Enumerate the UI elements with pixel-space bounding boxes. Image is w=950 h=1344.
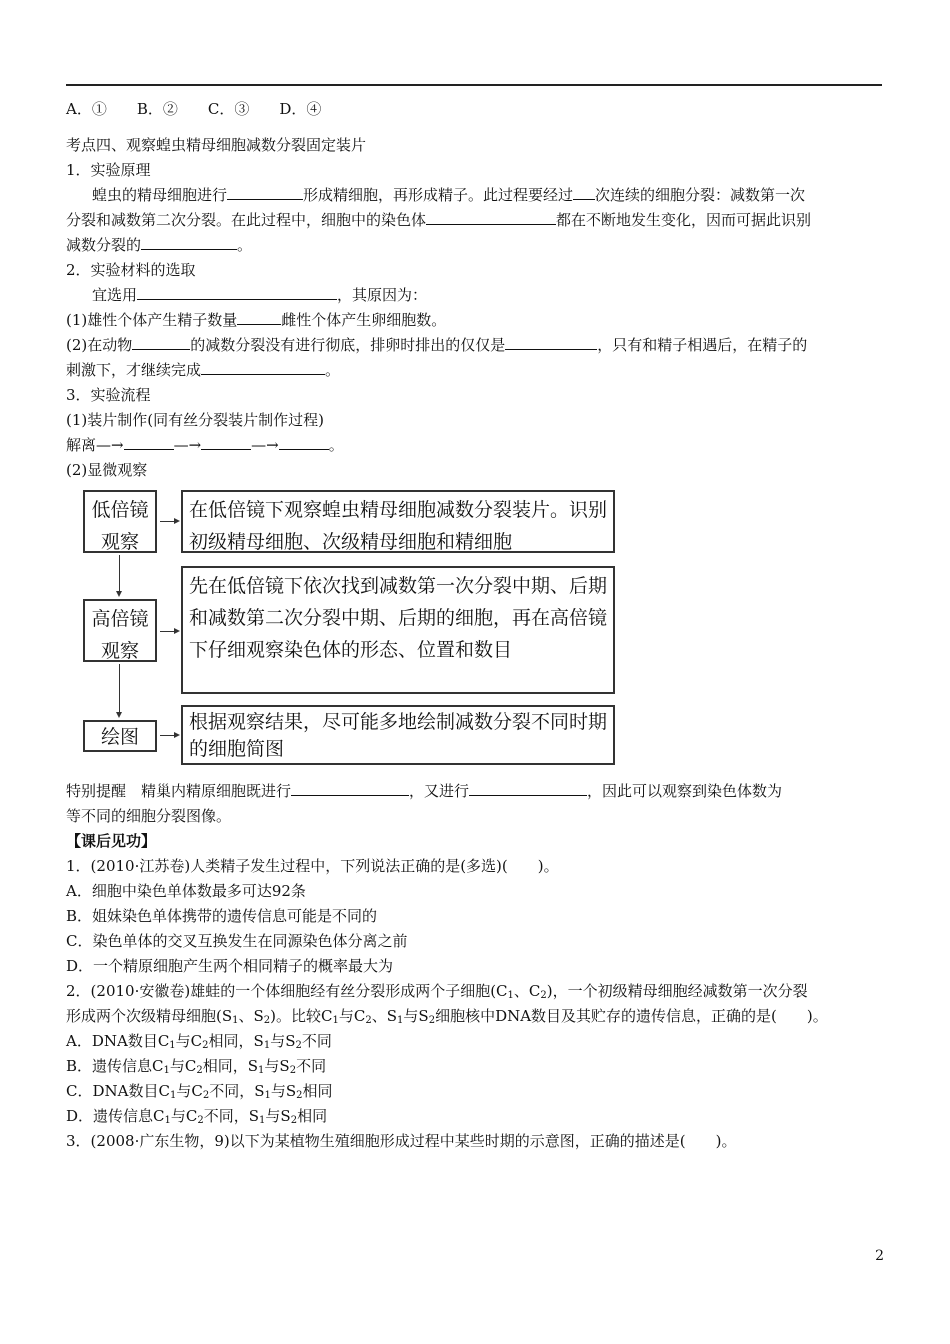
question-2-line-1: 2．(2010·安徽卷)雄蛙的一个体细胞经有丝分裂形成两个子细胞($C_1$、$C_2$)，一个初级精母细胞经减数第一次分裂 (66, 982, 808, 1001)
answer-blank[interactable] (573, 184, 595, 200)
arrow-down (119, 664, 120, 716)
page-number: 2 (875, 1248, 884, 1264)
microscope-heading: (2)显微观察 (66, 461, 148, 479)
answer-blank[interactable] (279, 434, 329, 450)
principle-heading: 1．实验原理 (66, 161, 151, 179)
question-2-line-2: 形成两个次级精母细胞($S_1$、$S_2$)。比较$C_1$与$C_2$、$S_1$与$S_2$细胞核中DNA数目及其贮存的遗传信息，正确的是( )。 (66, 1007, 828, 1026)
material-heading: 2．实验材料的选取 (66, 261, 196, 279)
header-rule (66, 84, 882, 86)
low-power-box: 低倍镜观察 (83, 490, 157, 553)
q1-option-a: A．细胞中染色单体数最多可达92条 (66, 882, 306, 900)
q2-option-a: A．DNA数目$C_1$与$C_2$相同，$S_1$与$S_2$不同 (66, 1032, 332, 1051)
question-3: 3．(2008·广东生物，9)以下为某植物生殖细胞形成过程中某些时期的示意图，正确的描述是( )。 (66, 1132, 737, 1150)
draw-box: 绘图 (83, 720, 157, 752)
principle-line-3: 减数分裂的 。 (66, 236, 253, 254)
arrow-right (160, 631, 178, 632)
choice-row (66, 98, 882, 120)
q2-option-c: C．DNA数目$C_1$与$C_2$不同，$S_1$与$S_2$相同 (66, 1082, 333, 1101)
arrow-right (160, 521, 178, 522)
answer-blank[interactable] (137, 284, 337, 300)
arrow-down (119, 555, 120, 595)
question-1: 1．(2010·江苏卷)人类精子发生过程中，下列说法正确的是(多选)( )。 (66, 857, 559, 875)
homework-title: 【课后见功】 (66, 832, 157, 850)
answer-blank[interactable] (227, 184, 303, 200)
choice-a: A．① (66, 100, 107, 118)
arrow-right (160, 735, 178, 736)
answer-blank[interactable] (201, 434, 251, 450)
q2-option-b: B．遗传信息$C_1$与$C_2$相同，$S_1$与$S_2$不同 (66, 1057, 327, 1076)
material-line-2: (1)雄性个体产生精子数量 雌性个体产生卵细胞数。 (66, 311, 447, 329)
high-power-box: 高倍镜观察 (83, 599, 157, 662)
material-line-1: 宜选用 ，其原因为： (92, 286, 428, 304)
section-title: 考点四、观察蝗虫精母细胞减数分裂固定装片 (66, 136, 367, 154)
answer-blank[interactable] (201, 359, 325, 375)
slide-steps: 解离—→ —→ —→ 。 (66, 436, 344, 454)
tip-line-1: 特别提醒 精巢内精原细胞既进行 ，又进行 ，因此可以观察到染色体数为 (66, 782, 783, 800)
principle-line-1: 蝗虫的精母细胞进行 形成精细胞，再形成精子。此过程要经过 次连续的细胞分裂：减数第一次 (92, 186, 806, 204)
q1-option-b: B．姐妹染色单体携带的遗传信息可能是不同的 (66, 907, 378, 925)
procedure-heading: 3．实验流程 (66, 386, 151, 404)
q1-option-d: D．一个精原细胞产生两个相同精子的概率最大为 (66, 957, 394, 975)
draw-text: 根据观察结果，尽可能多地绘制减数分裂不同时期的细胞简图 (181, 705, 615, 765)
answer-blank[interactable] (141, 234, 237, 250)
answer-blank[interactable] (237, 309, 281, 325)
low-power-text: 在低倍镜下观察蝗虫精母细胞减数分裂装片。识别初级精母细胞、次级精母细胞和精细胞 (181, 490, 615, 553)
principle-line-2: 分裂和减数第二次分裂。在此过程中，细胞中的染色体 都在不断地发生变化，因而可据此识别 (66, 211, 812, 229)
slide-making: (1)装片制作(同有丝分裂装片制作过程) (66, 411, 324, 429)
tip-line-2: 等不同的细胞分裂图像。 (66, 807, 232, 825)
q2-option-d: D．遗传信息$C_1$与$C_2$不同，$S_1$与$S_2$相同 (66, 1107, 328, 1126)
answer-blank[interactable] (505, 334, 597, 350)
answer-blank[interactable] (124, 434, 174, 450)
choice-d: D．④ (279, 100, 322, 118)
high-power-text: 先在低倍镜下依次找到减数第一次分裂中期、后期和减数第二次分裂中期、后期的细胞，再在高倍镜下仔细观察染色体的形态、位置和数目 (181, 566, 615, 694)
q1-option-c: C．染色单体的交叉互换发生在同源染色体分离之前 (66, 932, 408, 950)
answer-blank[interactable] (426, 209, 556, 225)
answer-blank[interactable] (132, 334, 190, 350)
material-line-4: 刺激下，才继续完成 。 (66, 361, 341, 379)
answer-blank[interactable] (469, 780, 587, 796)
choice-b: B．② (136, 100, 178, 118)
material-line-3: (2)在动物 的减数分裂没有进行彻底，排卵时排出的仅仅是 ，只有和精子相遇后，在精子的 (66, 336, 808, 354)
answer-blank[interactable] (291, 780, 409, 796)
choice-c: C．③ (207, 100, 250, 118)
